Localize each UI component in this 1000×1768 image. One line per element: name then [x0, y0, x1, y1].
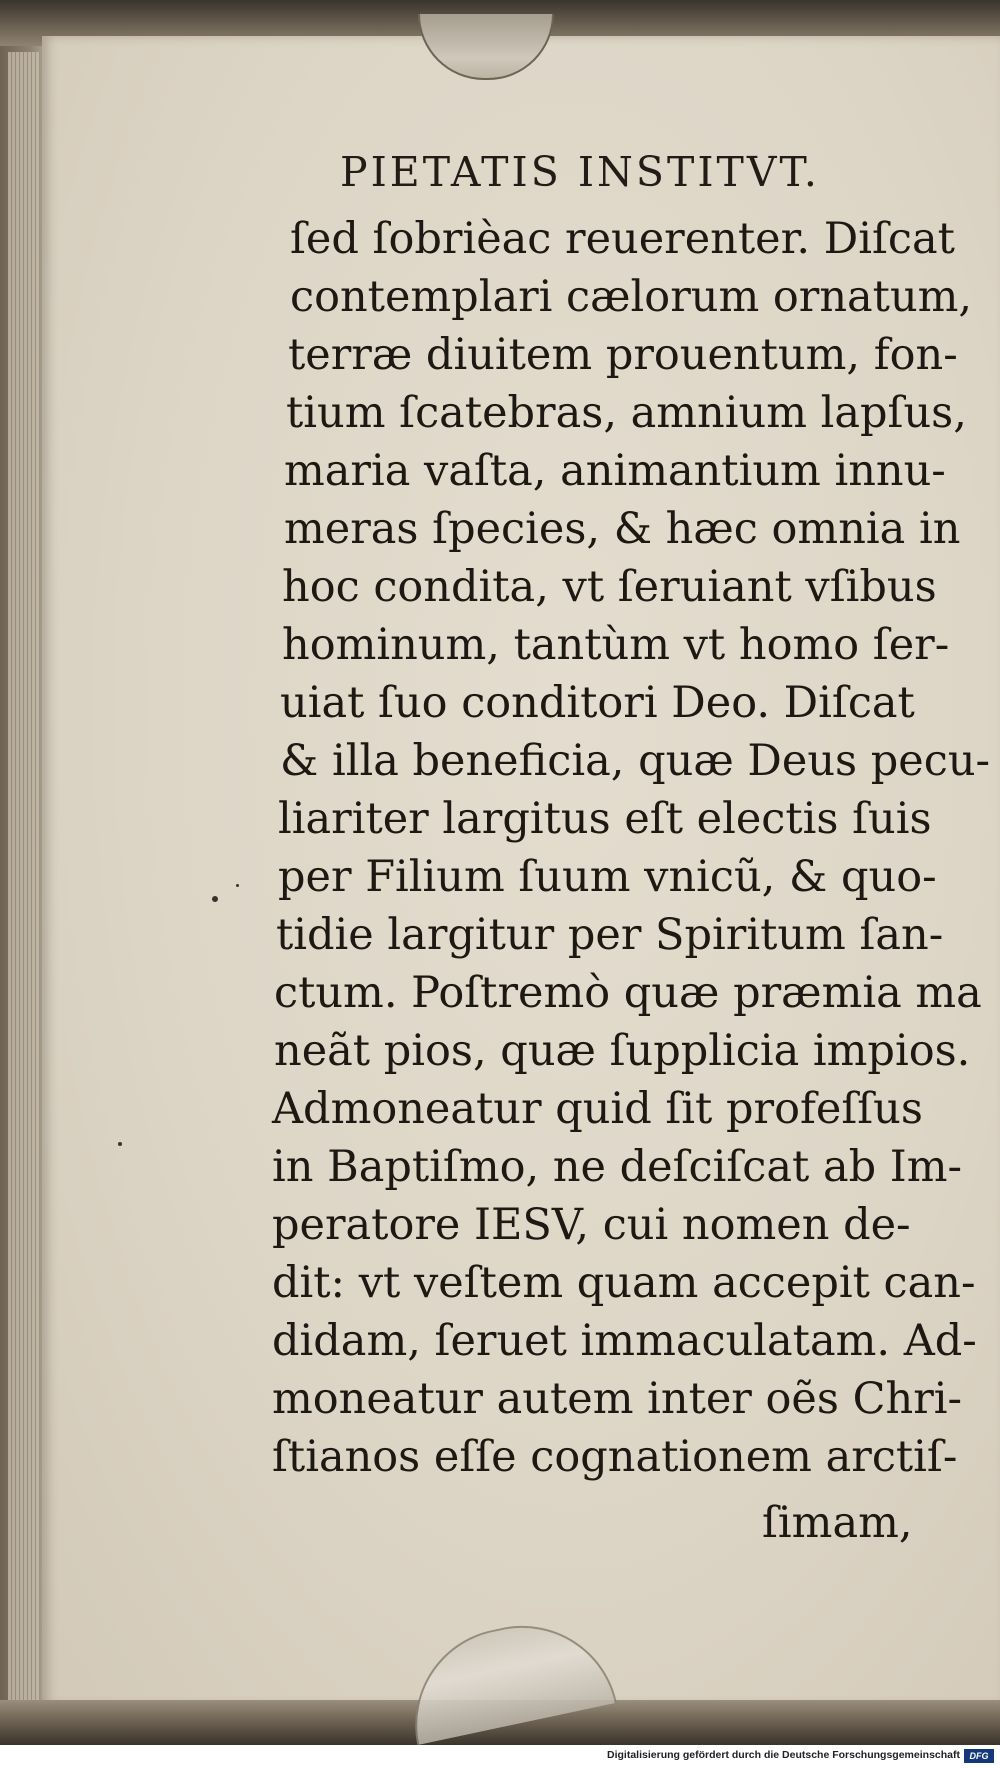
text-line: didam, ſeruet immaculatam. Ad- — [272, 1316, 977, 1366]
text-line: per Filium ſuum vnicũ, & quo- — [278, 852, 937, 902]
dfg-logo: DFG — [964, 1749, 994, 1763]
text-line: terræ diuitem prouentum, fon- — [288, 330, 958, 380]
catchword: ſimam, — [762, 1498, 913, 1548]
text-line: Admoneatur quid ſit profeſſus — [272, 1084, 923, 1134]
text-line: tium ſcatebras, amnium lapſus, — [286, 388, 967, 438]
text-line: ſtianos eſſe cognationem arctiſ- — [272, 1432, 958, 1482]
text-line: uiat ſuo conditori Deo. Diſcat — [280, 678, 915, 728]
text-line: & illa beneficia, quæ Deus pecu- — [280, 736, 991, 786]
text-line: neãt pios, quæ ſupplicia impios. — [274, 1026, 971, 1076]
text-line: dit: vt veſtem quam accepit can- — [272, 1258, 976, 1308]
text-line: tidie largitur per Spiritum ſan- — [276, 910, 944, 960]
text-line: hoc condita, vt ſeruiant vſibus — [282, 562, 937, 612]
text-line: contemplari cælorum ornatum, — [290, 272, 973, 322]
text-line: hominum, tantùm vt homo ſer- — [282, 620, 950, 670]
text-line: meras ſpecies, & hæc omnia in — [284, 504, 961, 554]
text-line: ſed ſobrièac reuerenter. Diſcat — [290, 214, 955, 264]
text-line: ctum. Poſtremò quæ præmia ma — [274, 968, 982, 1018]
text-line: maria vaſta, animantium innu- — [284, 446, 946, 496]
ink-speck — [236, 884, 239, 887]
digitization-footer — [0, 1745, 1000, 1768]
ink-speck — [118, 1142, 122, 1146]
text-line: peratore IESV, cui nomen de- — [272, 1200, 911, 1250]
text-line: in Baptiſmo, ne deſciſcat ab Im- — [272, 1142, 963, 1192]
ink-speck — [212, 896, 218, 902]
text-line: moneatur autem inter oẽs Chri- — [272, 1374, 963, 1424]
page-edges — [8, 52, 40, 1702]
running-head: PIETATIS INSTITVT. — [340, 148, 820, 196]
footer-credit: Digitalisierung gefördert durch die Deutsche Forschungsgemeinschaft — [607, 1749, 960, 1761]
text-line: liariter largitus eſt electis ſuis — [278, 794, 932, 844]
